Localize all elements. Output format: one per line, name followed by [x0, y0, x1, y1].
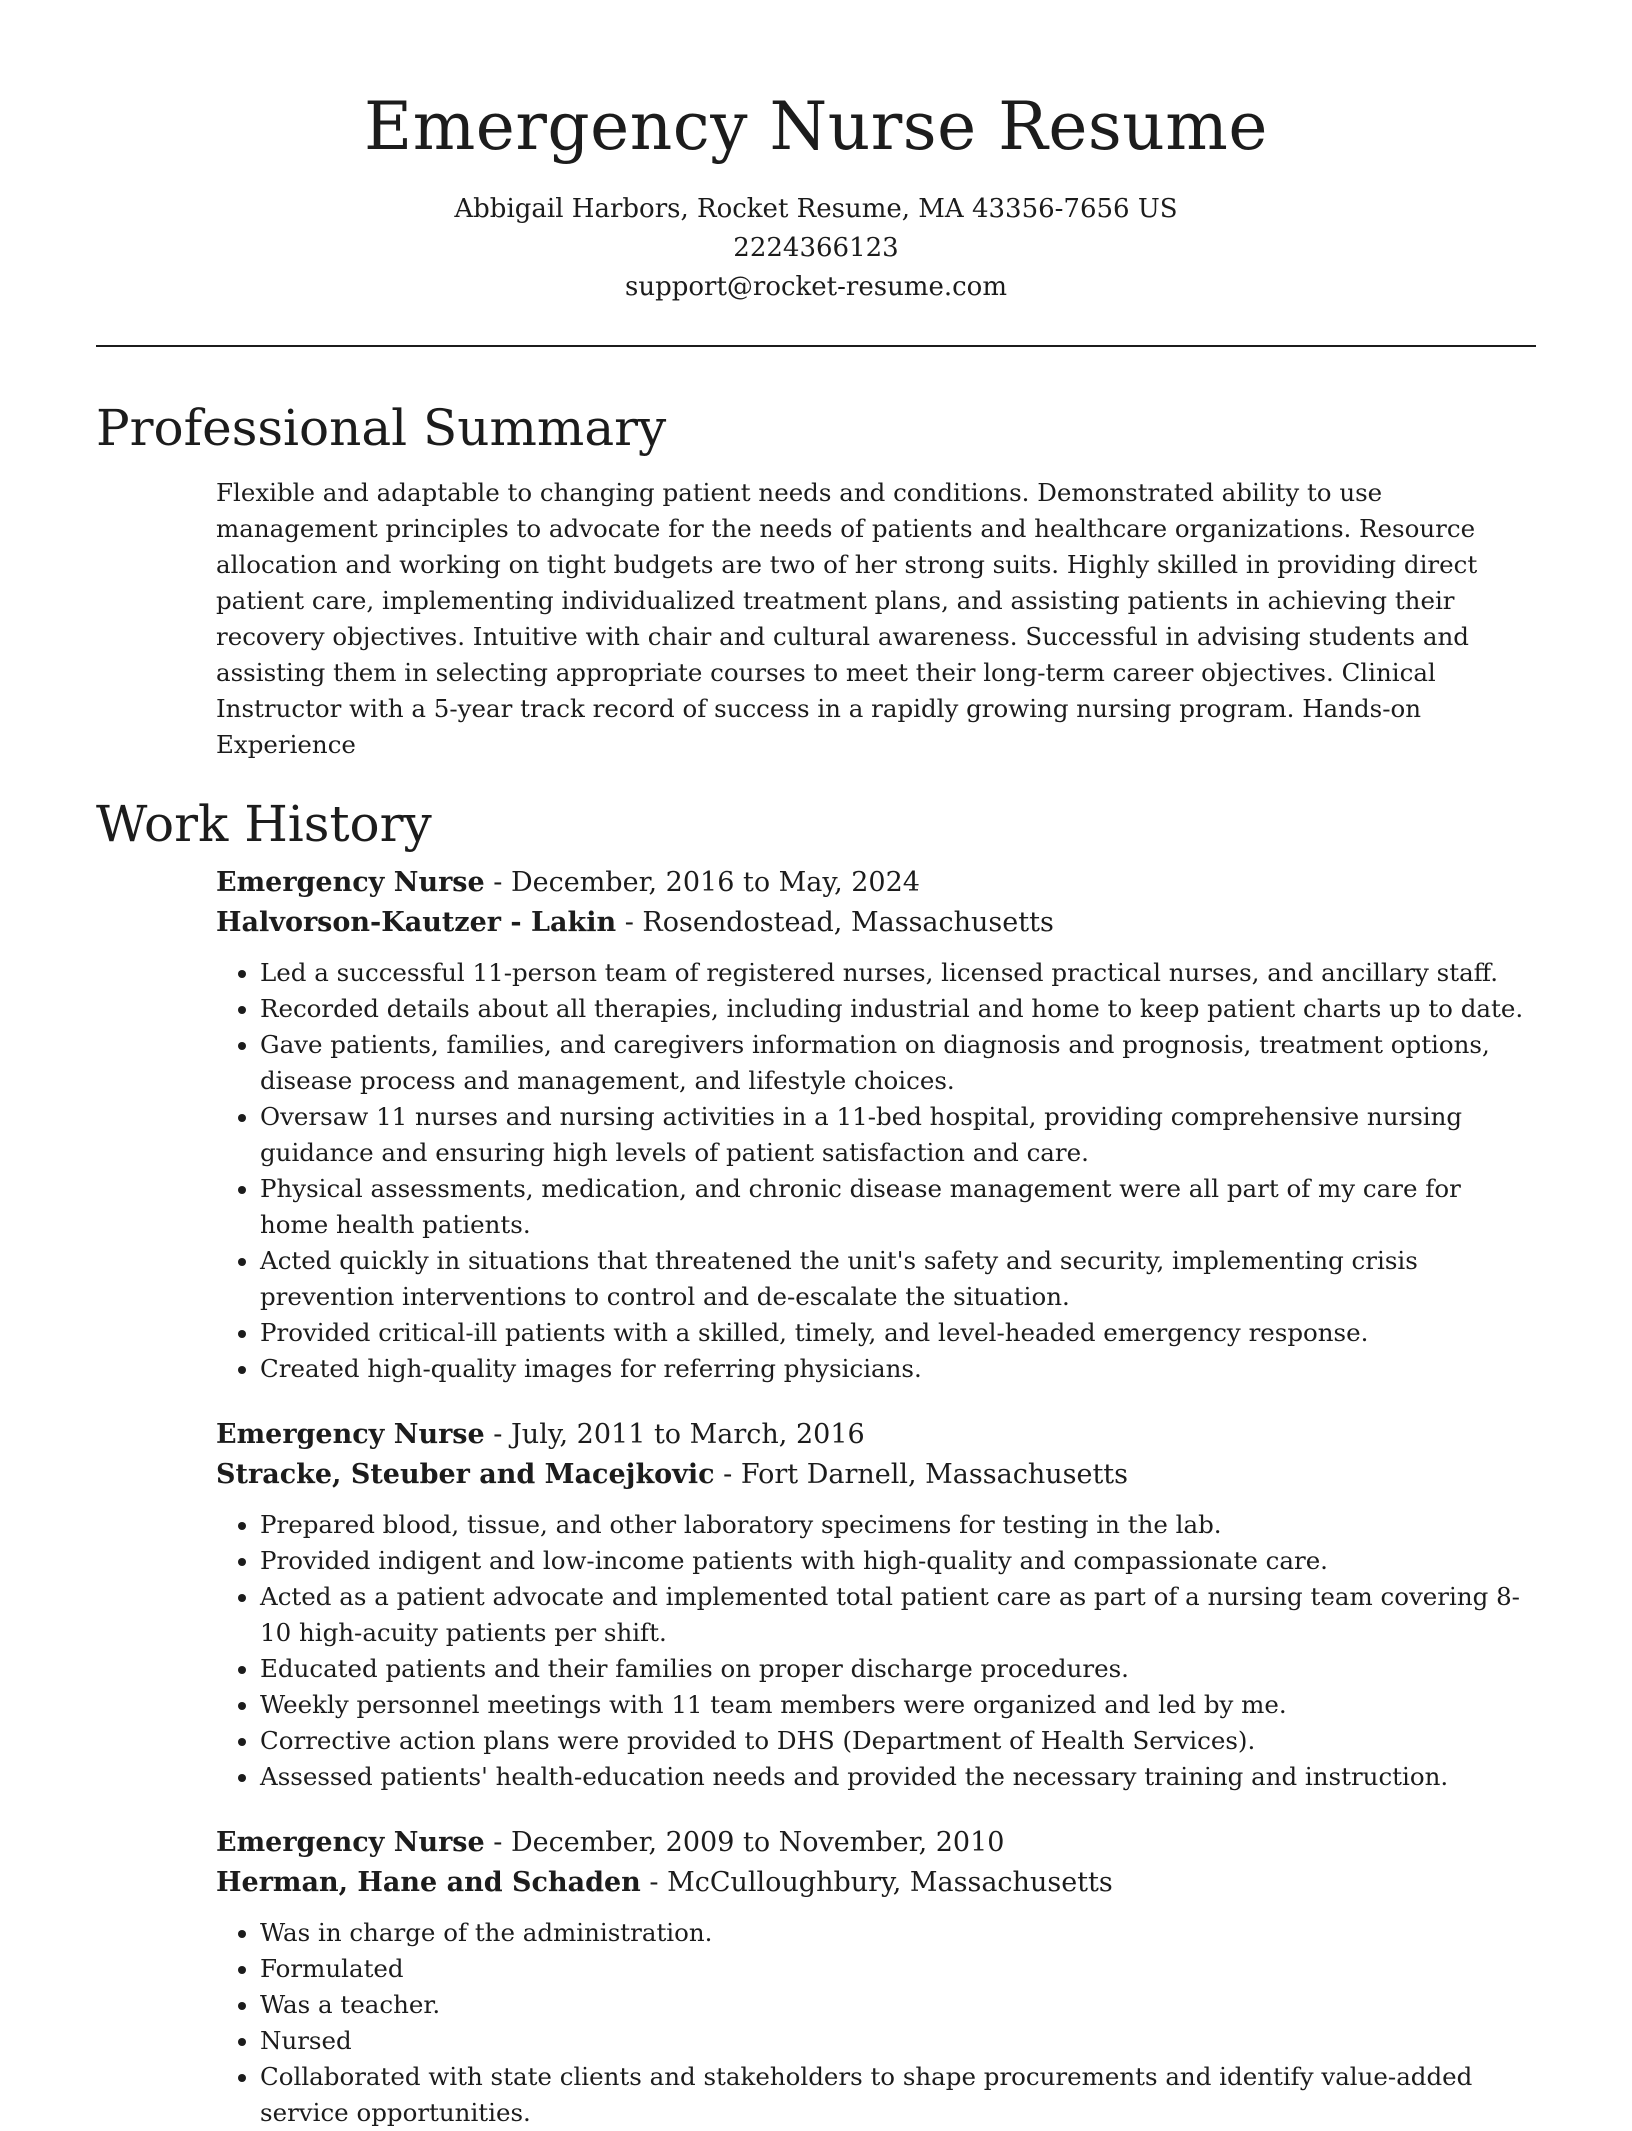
job-location: - Fort Darnell, Massachusetts [714, 1459, 1128, 1490]
job-entry [216, 1415, 1536, 1795]
list-item: • Was in charge of the administration. [260, 1915, 1536, 1951]
list-item: • Was a teacher. [260, 1987, 1536, 2023]
jobs-list [96, 863, 1536, 2131]
list-item: • Oversaw 11 nurses and nursing activities in a 11-bed hospital, providing comprehensive nursing guidance and ensuring high levels of patient satisfaction and care. [260, 1099, 1536, 1171]
job-entry [216, 863, 1536, 1387]
job-employer-line [216, 1455, 1536, 1495]
job-title-line [216, 1823, 1536, 1863]
resume-header [96, 0, 1536, 307]
job-entry [216, 1823, 1536, 2131]
list-item: • Weekly personnel meetings with 11 team members were organized and led by me. [260, 1687, 1536, 1723]
phone: 2224366123 [733, 233, 899, 263]
job-title: Emergency Nurse [216, 1827, 485, 1858]
list-item: • Collaborated with state clients and stakeholders to shape procurements and identify value-added service opportunities. [260, 2059, 1536, 2131]
section-title-work-history: Work History [96, 795, 432, 853]
list-item: • Led a successful 11-person team of registered nurses, licensed practical nurses, and ancillary staff. [260, 955, 1536, 991]
job-title-line [216, 1415, 1536, 1455]
list-item: • Assessed patients' health-education needs and provided the necessary training and instruction. [260, 1759, 1536, 1795]
resume-title: Emergency Nurse Resume [364, 88, 1268, 165]
job-employer: Herman, Hane and Schaden [216, 1867, 641, 1898]
job-title: Emergency Nurse [216, 867, 485, 898]
job-employer: Stracke, Steuber and Macejkovic [216, 1459, 715, 1490]
list-item: • Educated patients and their families on proper discharge procedures. [260, 1651, 1536, 1687]
job-employer-line [216, 1863, 1536, 1903]
job-title-line [216, 863, 1536, 903]
job-dates: - December, 2016 to May, 2024 [484, 867, 920, 898]
job-location: - Rosendostead, Massachusetts [616, 907, 1054, 938]
job-location: - McCulloughbury, Massachusetts [640, 1867, 1113, 1898]
job-bullets [216, 1507, 1536, 1795]
section-title-summary: Professional Summary [96, 399, 667, 457]
list-item: • Prepared blood, tissue, and other laboratory specimens for testing in the lab. [260, 1507, 1536, 1543]
list-item: • Recorded details about all therapies, including industrial and home to keep patient charts up to date. [260, 991, 1536, 1027]
list-item: • Corrective action plans were provided to DHS (Department of Health Services). [260, 1723, 1536, 1759]
list-item: • Nursed [260, 2023, 1536, 2059]
job-bullets [216, 1915, 1536, 2131]
contact-info [96, 190, 1536, 307]
list-item: • Gave patients, families, and caregivers information on diagnosis and prognosis, treatment options, disease process and management, and lifestyle choices. [260, 1027, 1536, 1099]
list-item: • Acted as a patient advocate and implemented total patient care as part of a nursing team covering 8-10 high-acuity patients per shift. [260, 1579, 1536, 1651]
job-title: Emergency Nurse [216, 1419, 485, 1450]
job-employer-line [216, 903, 1536, 943]
list-item: • Acted quickly in situations that threatened the unit's safety and security, implementing crisis prevention interventions to control and de-escalate the situation. [260, 1243, 1536, 1315]
job-employer: Halvorson-Kautzer - Lakin [216, 907, 617, 938]
job-dates: - December, 2009 to November, 2010 [484, 1827, 1005, 1858]
work-history-section [96, 791, 1536, 2131]
list-item: • Provided critical-ill patients with a skilled, timely, and level-headed emergency response. [260, 1315, 1536, 1351]
job-dates: - July, 2011 to March, 2016 [484, 1419, 865, 1450]
list-item: • Created high-quality images for referring physicians. [260, 1351, 1536, 1387]
email: support@rocket-resume.com [624, 272, 1007, 302]
list-item: • Physical assessments, medication, and chronic disease management were all part of my care for home health patients. [260, 1171, 1536, 1243]
header-divider [96, 345, 1536, 347]
professional-summary-section [96, 395, 1536, 763]
list-item: • Formulated [260, 1951, 1536, 1987]
list-item: • Provided indigent and low-income patients with high-quality and compassionate care. [260, 1543, 1536, 1579]
job-bullets [216, 955, 1536, 1387]
summary-text: Flexible and adaptable to changing patient needs and conditions. Demonstrated ability to use management principles to advocate for the needs of patients and healthcare organizations. Resource allocation and working on tight budgets are two of her strong suits. Highly skilled in providing direct patient care, implementing individualized treatment plans, and assisting patients in achieving their recovery objectives. Intuitive with chair and cultural awareness. Successful in advising students and assisting them in selecting appropriate courses to meet their long-term career objectives. Clinical Instructor with a 5-year track record of success in a rapidly growing nursing program. Hands-on Experience [216, 478, 1478, 759]
address: Abbigail Harbors, Rocket Resume, MA 43356-7656 US [454, 194, 1178, 224]
